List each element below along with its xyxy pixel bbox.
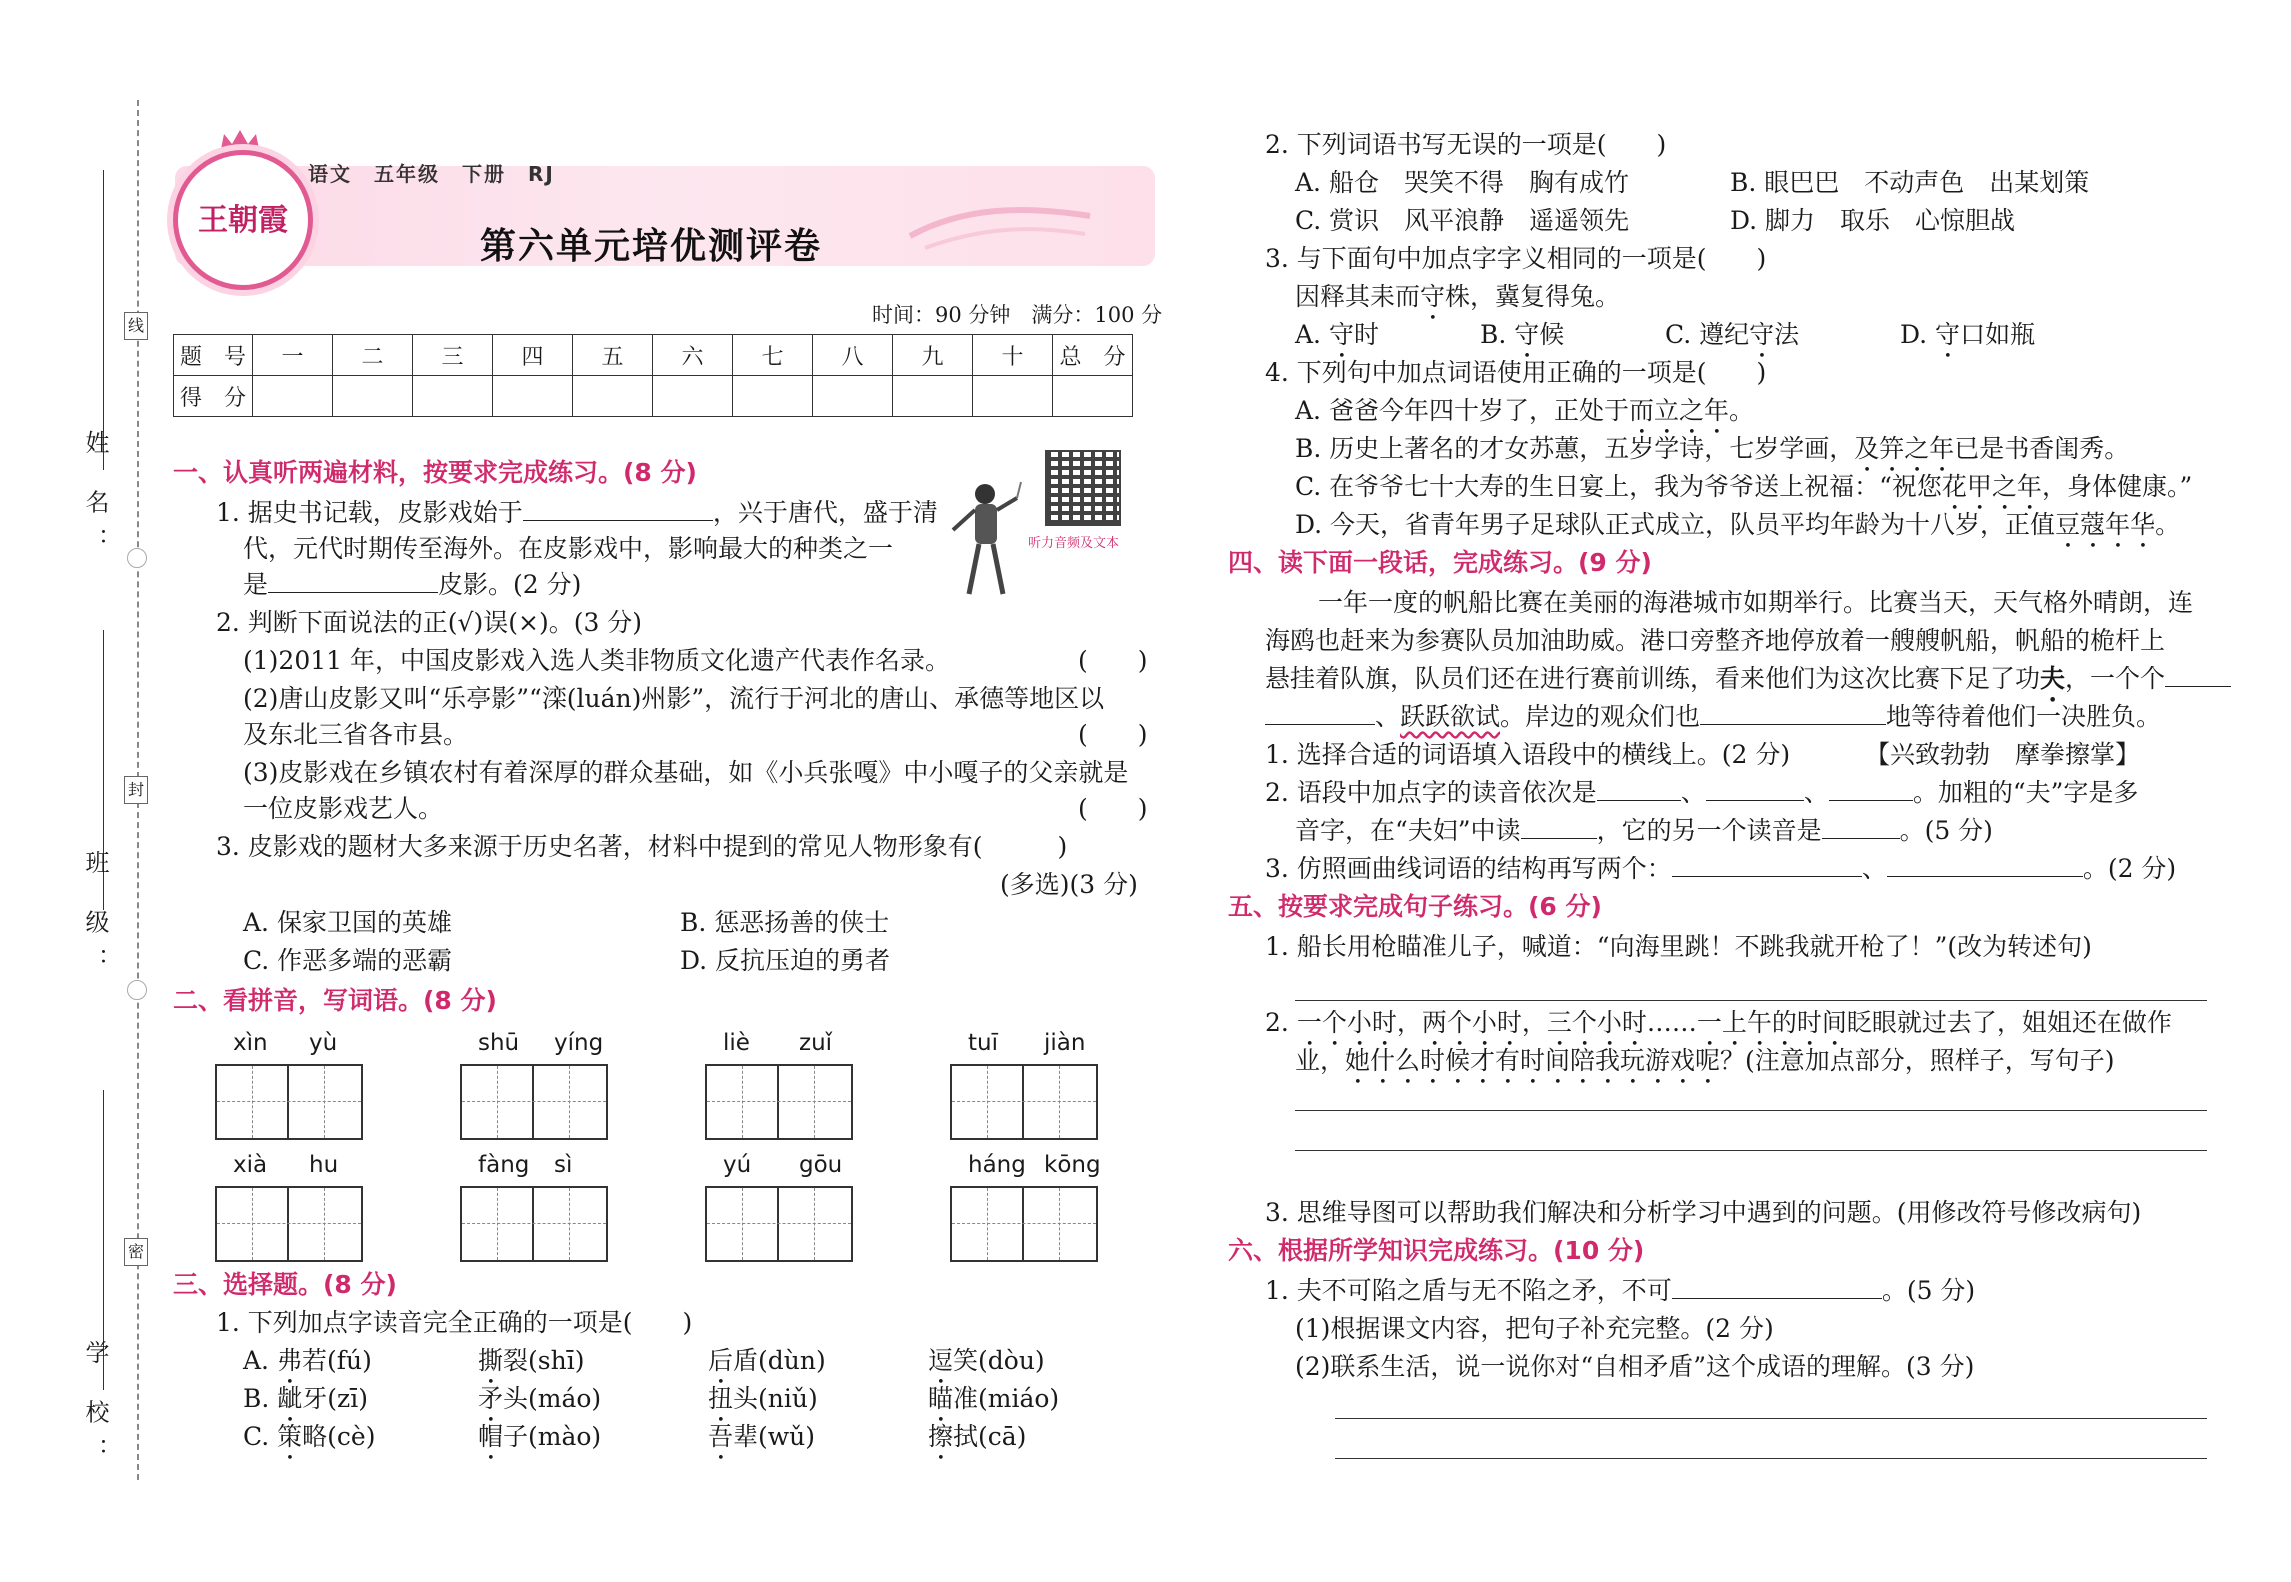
s3-q1-option-item: 瞄准(miáo) [928, 1384, 1060, 1413]
s4-q2-blank[interactable] [1829, 776, 1913, 801]
s1-q3: 3. 皮影戏的题材大多来源于历史名著，材料中提到的常见人物形象有( ) [216, 832, 1068, 861]
s1-q2-1: (1)2011 年，中国皮影戏入选人类非物质文化遗产代表作名录。 [243, 646, 950, 675]
school-label: 学 校： [81, 1340, 109, 1476]
tianzige-writing-grid[interactable] [705, 1064, 853, 1140]
s4-q2-blank[interactable] [1822, 814, 1900, 839]
s4-passage-line: 海鸥也赶来为参赛队员加油助威。港口旁整齐地停放着一艘艘帆船，帆船的桅杆上 [1265, 626, 2166, 655]
score-header-cell: 一 [253, 335, 333, 376]
tianzige-writing-grid[interactable] [950, 1186, 1098, 1262]
class-label: 班 级： [81, 850, 109, 986]
s6-q1-blank[interactable] [1672, 1274, 1882, 1299]
s1-q2-2a: (2)唐山皮影又叫“乐亭影”“滦(luán)州影”，流行于河北的唐山、承德等地区以 [243, 684, 1105, 713]
r-q3-option[interactable]: D. 守口如瓶 [1900, 320, 2036, 349]
score-cell[interactable] [973, 376, 1053, 417]
banner-swirl-decoration [905, 196, 1095, 256]
s4-q3-blank[interactable] [1672, 852, 1862, 877]
page-title: 第六单元培优测评卷 [480, 226, 823, 267]
s1-q1-line2: 代，元代时期传至海外。在皮影戏中，影响最大的种类之一 [243, 534, 894, 563]
s5-q2-answer-line[interactable] [1295, 1150, 2207, 1151]
s1-q3-note: (多选)(3 分) [1000, 870, 1138, 899]
r-q4-option[interactable]: A. 爸爸今年四十岁了，正处于而立之年。 [1295, 396, 1754, 425]
pinyin-label: hu [309, 1152, 339, 1178]
score-cell[interactable] [573, 376, 653, 417]
s1-q1-line1: 1. 据史书记载，皮影戏始于 ，兴于唐代，盛于清 [216, 498, 938, 527]
pinyin-label: xìn [233, 1030, 268, 1056]
s1-q1-blank-1[interactable] [523, 496, 713, 521]
pinyin-label: xià [233, 1152, 268, 1178]
s5-q2-answer-line[interactable] [1295, 1110, 2207, 1111]
s1-q3-option[interactable]: A. 保家卫国的英雄 [243, 908, 452, 937]
r-q2-option[interactable]: C. 赏识 风平浪静 遥遥领先 [1295, 206, 1630, 235]
s5-q1-answer-line[interactable] [1295, 1000, 2207, 1001]
r-q4-option[interactable]: D. 今天，省青年男子足球队正式成立，队员平均年龄为十八岁，正值豆蔻年华。 [1295, 510, 2181, 539]
tianzige-writing-grid[interactable] [460, 1064, 608, 1140]
s4-q1: 1. 选择合适的词语填入语段中的横线上。(2 分) [1265, 740, 1791, 769]
pinyin-label: háng [968, 1152, 1026, 1178]
pinyin-label: zuǐ [799, 1030, 833, 1056]
r-q2: 2. 下列词语书写无误的一项是( ) [1265, 130, 1667, 159]
grade-meta: 语文 五年级 下册 RJ [308, 162, 555, 186]
s6-answer-line[interactable] [1335, 1418, 2207, 1419]
s1-q2-1-answer[interactable]: ( ) [1078, 646, 1148, 675]
score-cell[interactable] [1053, 376, 1133, 417]
r-q3-option[interactable]: C. 遵纪守法 [1665, 320, 1800, 349]
score-header-cell: 五 [573, 335, 653, 376]
s3-q1-option-item: 撕裂(shī) [478, 1346, 585, 1375]
pinyin-label: gōu [799, 1152, 843, 1178]
pinyin-label: fàng [478, 1152, 530, 1178]
section-4-title: 四、读下面一段话，完成练习。(9 分) [1228, 548, 1652, 577]
pinyin-label: shū [478, 1030, 520, 1056]
s4-blank-1b[interactable] [1265, 700, 1375, 725]
section-6-title: 六、根据所学知识完成练习。(10 分) [1228, 1236, 1645, 1265]
r-q4-option[interactable]: B. 历史上著名的才女苏蕙，五岁学诗，七岁学画，及笄之年已是书香闺秀。 [1295, 434, 2130, 463]
s4-q2-blank[interactable] [1706, 776, 1804, 801]
s1-q1-blank-2[interactable] [268, 568, 438, 593]
score-header-cell: 总 分 [1053, 335, 1133, 376]
s4-passage-line: 悬挂着队旗，队员们还在进行赛前训练，看来他们为这次比赛下足了功夫，一个个 [1265, 662, 2231, 708]
pinyin-label: liè [723, 1030, 750, 1056]
s6-q1-1: (1)根据课文内容，把句子补充完整。(2 分) [1295, 1314, 1774, 1343]
score-header-cell: 六 [653, 335, 733, 376]
s6-q1-2: (2)联系生活，说一说你对“自相矛盾”这个成语的理解。(3 分) [1295, 1352, 1975, 1381]
pinyin-label: jiàn [1044, 1030, 1086, 1056]
score-header-cell: 四 [493, 335, 573, 376]
score-header-cell: 七 [733, 335, 813, 376]
s4-q2-line1: 2. 语段中加点字的读音依次是 、 、 。加粗的“夫”字是多 [1265, 778, 2139, 807]
s1-q2-2-answer[interactable]: ( ) [1078, 720, 1148, 749]
name-write-line[interactable] [103, 170, 104, 470]
pinyin-label: yù [309, 1030, 338, 1056]
score-cell[interactable] [813, 376, 893, 417]
score-header-row [174, 335, 1133, 376]
score-header-cell: 九 [893, 335, 973, 376]
score-cell[interactable] [893, 376, 973, 417]
r-q3-option[interactable]: B. 守候 [1480, 320, 1565, 349]
s5-q1: 1. 船长用枪瞄准儿子，喊道：“向海里跳！不跳我就开枪了！”(改为转述句) [1265, 932, 2092, 961]
s4-blank-1[interactable] [2165, 662, 2231, 687]
s4-q3: 3. 仿照画曲线词语的结构再写两个： 、 。(2 分) [1265, 854, 2177, 883]
s4-q1-word-bank: 【兴致勃勃 摩拳擦掌】 [1865, 740, 2141, 769]
s5-q2-line1: 2. 一个小时，两个小时，三个小时……一上午的时间眨眼就过去了，姐姐还在做作 [1265, 1008, 2172, 1037]
s1-q2: 2. 判断下面说法的正(√)误(×)。(3 分) [216, 608, 643, 637]
s1-q3-option[interactable]: D. 反抗压迫的勇者 [680, 946, 891, 975]
s1-q1-line3: 是 皮影。(2 分) [243, 570, 582, 599]
tianzige-writing-grid[interactable] [215, 1064, 363, 1140]
r-q3-sentence: 因释其耒而守株，冀复得兔。 [1295, 282, 1621, 311]
score-entry-row [174, 376, 1133, 417]
time-info: 时间：90 分钟 满分：100 分 [872, 303, 1163, 327]
score-cell[interactable] [493, 376, 573, 417]
tianzige-writing-grid[interactable] [460, 1186, 608, 1262]
s3-q1-option-item: 后盾(dùn) [708, 1346, 826, 1375]
s3-q1-option-item: A. 弗若(fú) [243, 1346, 372, 1375]
binding-hole-icon [127, 548, 147, 568]
r-q2-option[interactable]: B. 眼巴巴 不动声色 出某划策 [1730, 168, 2090, 197]
s1-q2-3-answer[interactable]: ( ) [1078, 794, 1148, 823]
score-cell[interactable] [413, 376, 493, 417]
seal-mark-mi: 密 [124, 1238, 148, 1266]
s3-q1-option-item: 矛头(máo) [478, 1384, 602, 1413]
section-3-title: 三、选择题。(8 分) [173, 1270, 397, 1299]
s4-q2-line2: 音字，在“夫妇”中读 ，它的另一个读音是 。(5 分) [1295, 816, 1993, 845]
s3-q1-option-item: C. 策略(cè) [243, 1422, 376, 1451]
pinyin-label: kōng [1044, 1152, 1101, 1178]
r-q3: 3. 与下面句中加点字字义相同的一项是( ) [1265, 244, 1767, 273]
tianzige-writing-grid[interactable] [215, 1186, 363, 1262]
seal-mark-seal: 封 [124, 776, 148, 804]
r-q3-option[interactable]: A. 守时 [1295, 320, 1379, 349]
qr-caption: 听力音频及文本 [1028, 536, 1120, 551]
pinyin-label: sì [554, 1152, 573, 1178]
score-cell[interactable] [653, 376, 733, 417]
score-header-cell: 十 [973, 335, 1053, 376]
shadow-puppet-icon [945, 480, 1025, 598]
section-2-title: 二、看拼音，写词语。(8 分) [173, 986, 497, 1015]
s3-q1-option-item: 吾辈(wǔ) [708, 1422, 816, 1451]
binding-hole-icon [127, 980, 147, 1000]
pinyin-label: tuī [968, 1030, 998, 1056]
qr-code-icon[interactable] [1045, 450, 1121, 526]
s1-q2-2b: 及东北三省各市县。 [243, 720, 469, 749]
pinyin-label: yíng [554, 1030, 604, 1056]
score-header-cell: 八 [813, 335, 893, 376]
section-5-title: 五、按要求完成句子练习。(6 分) [1228, 892, 1602, 921]
s4-q3-blank[interactable] [1887, 852, 2083, 877]
score-header-cell: 三 [413, 335, 493, 376]
score-table [173, 334, 1133, 417]
s3-q1: 1. 下列加点字读音完全正确的一项是( ) [216, 1308, 693, 1337]
s5-q2-line2: 业，她什么时候才有时间陪我玩游戏呢？(注意加点部分，照样子，写句子) [1295, 1046, 2115, 1075]
r-q2-option[interactable]: A. 船仓 哭笑不得 胸有成竹 [1295, 168, 1629, 197]
seal-mark-line: 线 [124, 312, 148, 340]
r-q4-option[interactable]: C. 在爷爷七十大寿的生日宴上，我为爷爷送上祝福：“祝您花甲之年，身体健康。” [1295, 472, 2193, 501]
s6-q1: 1. 夫不可陷之盾与无不陷之矛，不可 。(5 分) [1265, 1276, 1976, 1305]
score-header-cell: 二 [333, 335, 413, 376]
s3-q1-option-item: 逗笑(dòu) [928, 1346, 1045, 1375]
brand-logo [173, 150, 313, 290]
s1-q3-option[interactable]: B. 惩恶扬善的侠士 [680, 908, 890, 937]
name-label: 姓 名： [81, 430, 109, 566]
s3-q1-option-item: 擦拭(cā) [928, 1422, 1027, 1451]
s4-passage-line: 一年一度的帆船比赛在美丽的海港城市如期举行。比赛当天，天气格外晴朗，连 [1318, 588, 2194, 617]
score-cell[interactable] [333, 376, 413, 417]
score-row-label: 得 分 [174, 376, 253, 417]
s4-passage-line: 、跃跃欲试。岸边的观众们也 地等待着他们一决胜负。 [1265, 700, 2161, 734]
tianzige-writing-grid[interactable] [950, 1064, 1098, 1140]
pinyin-label: yú [723, 1152, 752, 1178]
score-cell[interactable] [733, 376, 813, 417]
s4-q2-blank[interactable] [1521, 814, 1597, 839]
s5-q3: 3. 思维导图可以帮助我们解决和分析学习中遇到的问题。(用修改符号修改病句) [1265, 1198, 2142, 1227]
s1-q3-option[interactable]: C. 作恶多端的恶霸 [243, 946, 453, 975]
section-1-title: 一、认真听两遍材料，按要求完成练习。(8 分) [173, 458, 697, 487]
score-header-cell: 题 号 [174, 335, 253, 376]
s3-q1-option-item: 扭头(niǔ) [708, 1384, 818, 1413]
r-q4: 4. 下列句中加点词语使用正确的一项是( ) [1265, 358, 1767, 387]
s3-q1-option-item: 帽子(mào) [478, 1422, 602, 1451]
tianzige-writing-grid[interactable] [705, 1186, 853, 1262]
s6-answer-line[interactable] [1335, 1458, 2207, 1459]
s3-q1-option-item: B. 龇牙(zī) [243, 1384, 368, 1413]
s1-q2-3a: (3)皮影戏在乡镇农村有着深厚的群众基础，如《小兵张嘎》中小嘎子的父亲就是 [243, 758, 1129, 787]
s1-q2-3b: 一位皮影戏艺人。 [243, 794, 444, 823]
s4-blank-2[interactable] [1700, 700, 1886, 725]
r-q2-option[interactable]: D. 脚力 取乐 心惊胆战 [1730, 206, 2016, 235]
s4-q2-blank[interactable] [1597, 776, 1681, 801]
score-cell[interactable] [253, 376, 333, 417]
brand-name: 王朝霞 [198, 203, 288, 238]
